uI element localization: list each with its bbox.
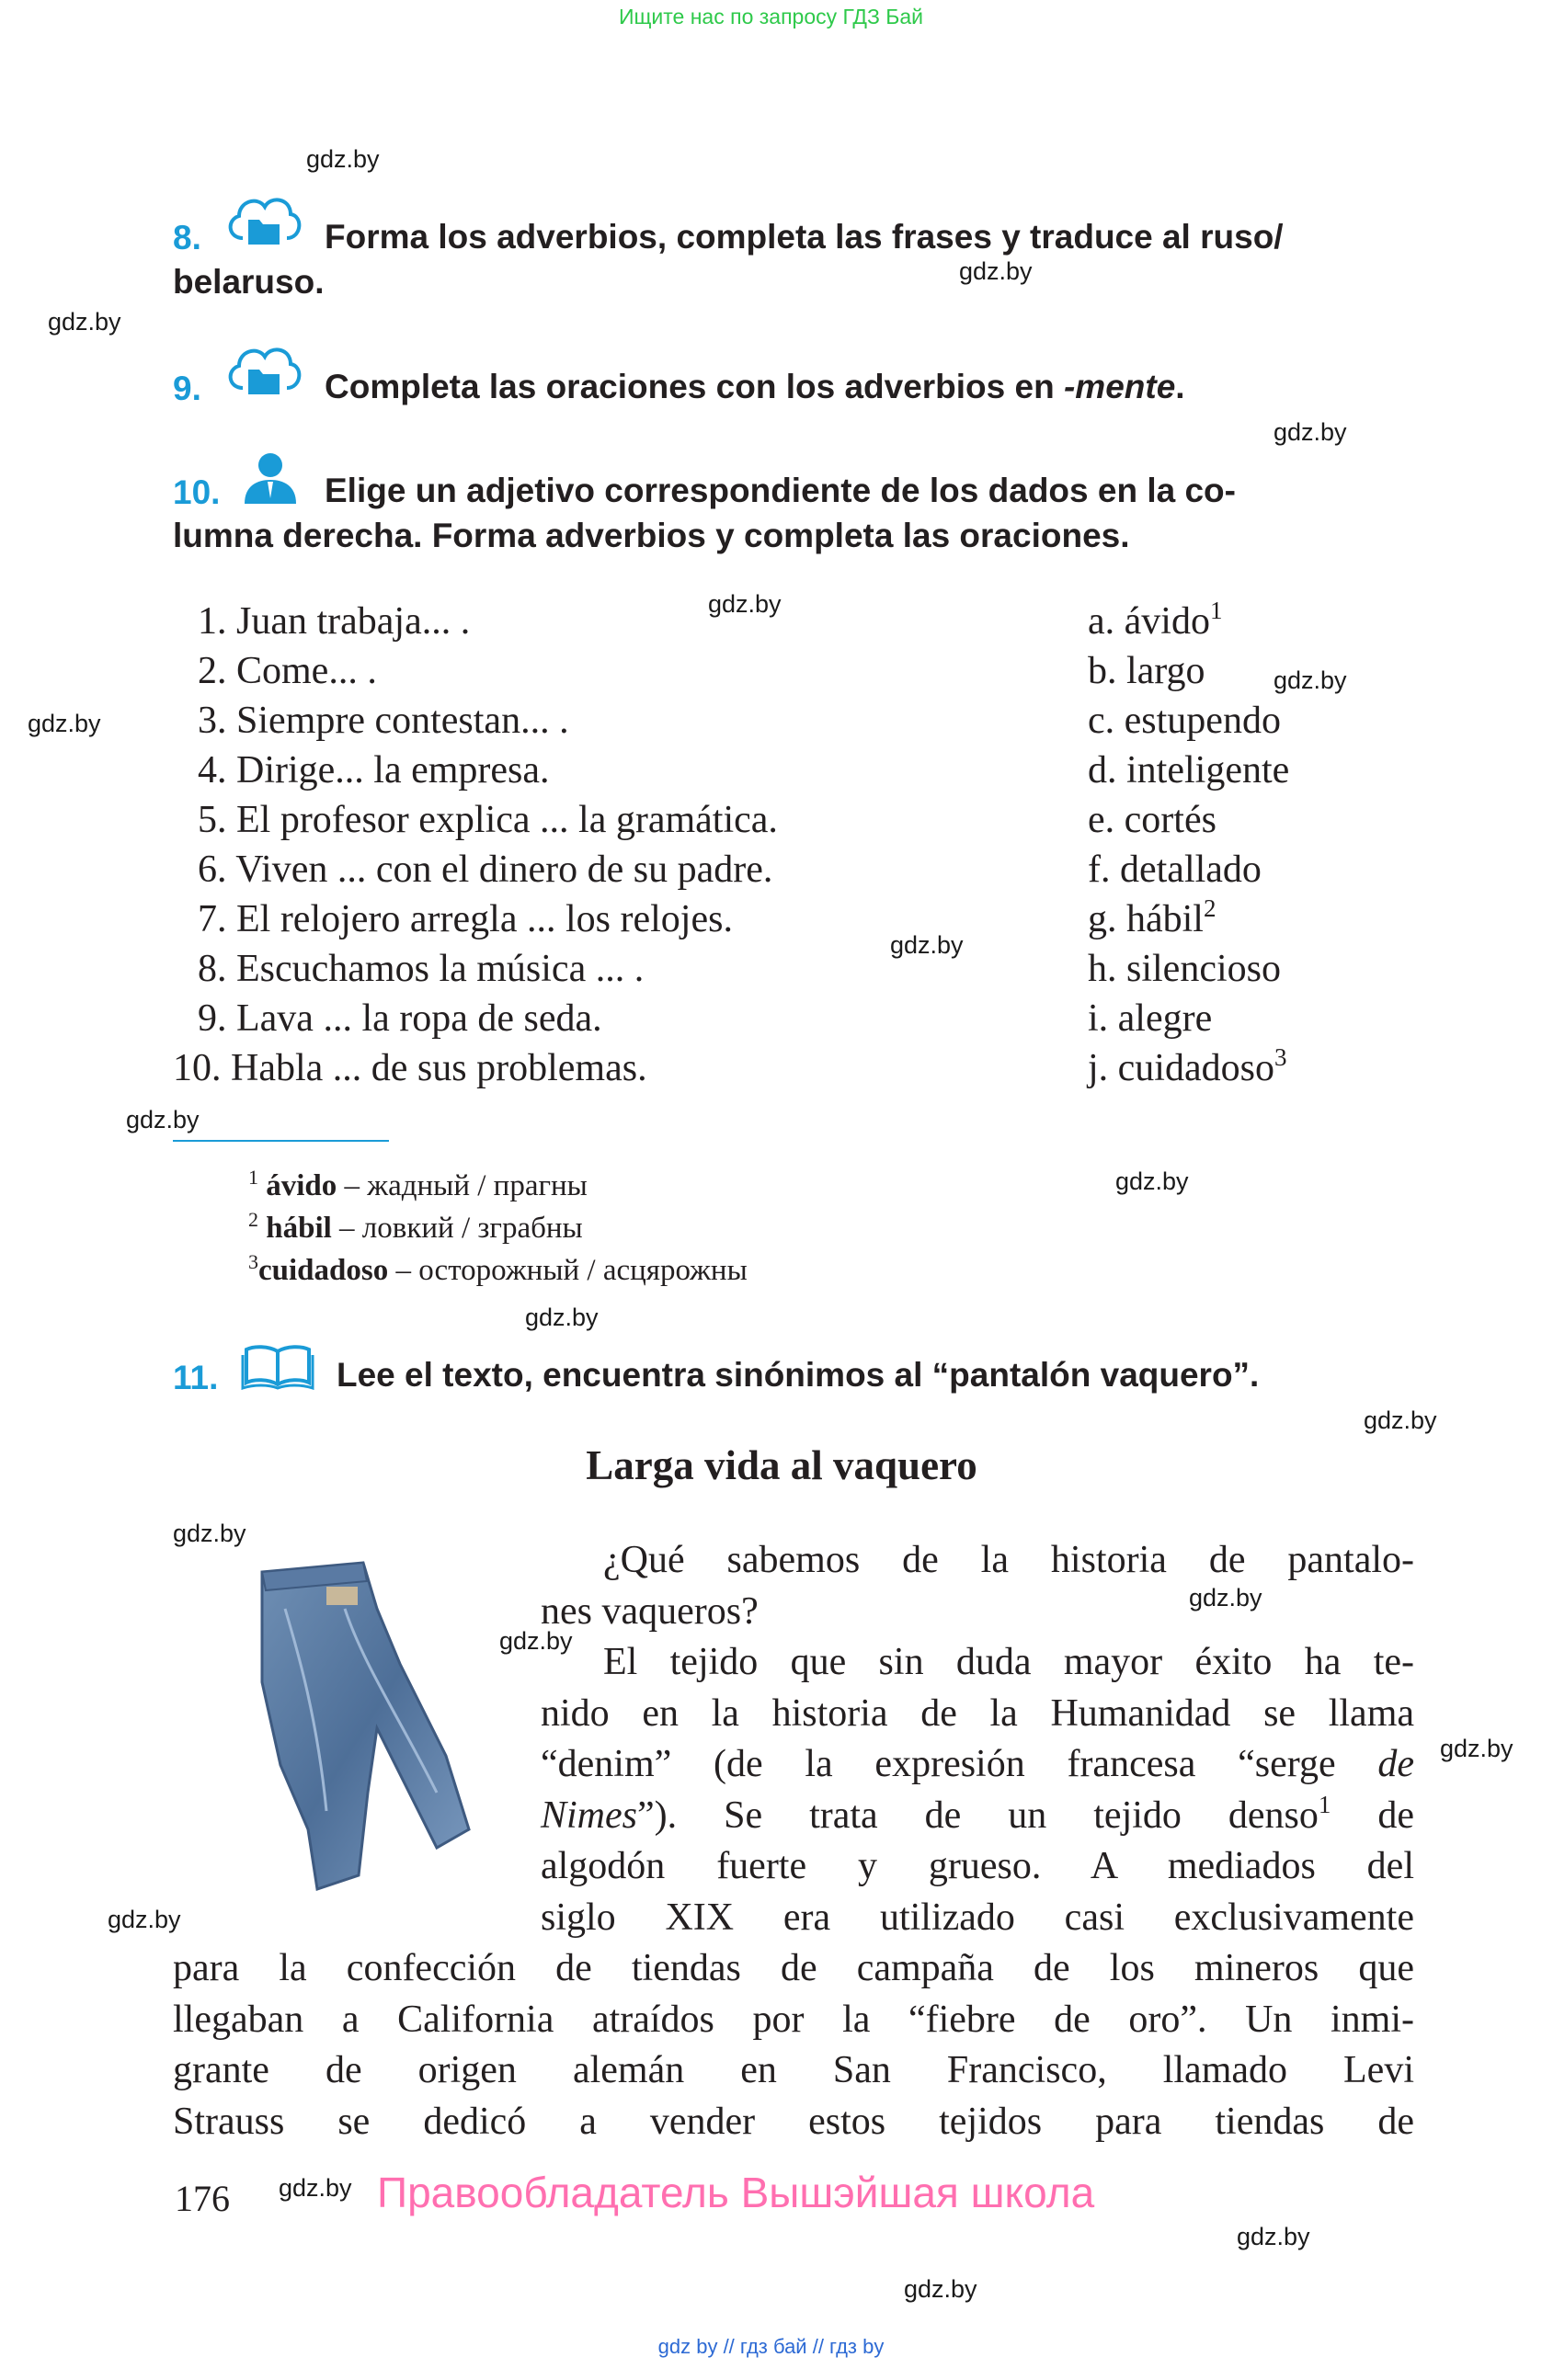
task-11-text: Lee el texto, encuentra sinónimos al “pantalón vaquero”. xyxy=(337,1356,1260,1394)
adjective-text: i. alegre xyxy=(1088,997,1213,1040)
adjective-sup: 1 xyxy=(1209,597,1223,624)
reading-line: Strauss se dedicó a vender estos tejidos para tiendas de xyxy=(173,2100,1414,2143)
footnote-word: cuidadoso xyxy=(258,1254,389,1287)
task-10-text-line1: Elige un adjetivo correspondiente de los dados en la co- xyxy=(325,472,1236,509)
reading-italic: de xyxy=(1377,1743,1414,1785)
watermark: gdz.by xyxy=(499,1627,573,1655)
adjective-sup: 3 xyxy=(1274,1043,1287,1071)
task-9-text-a: Completa las oraciones con los adverbios en xyxy=(325,368,1064,405)
adjective-c xyxy=(1088,699,1281,743)
footnote-word: ávido xyxy=(266,1169,337,1202)
sentence-9: 9. Lava ... la ropa de seda. xyxy=(198,997,602,1040)
adjective-sup: 2 xyxy=(1203,894,1216,922)
reading-line: nes vaqueros? xyxy=(541,1589,759,1633)
adjective-e xyxy=(1088,798,1216,842)
watermark: gdz.by xyxy=(306,145,380,173)
reading-line: El tejido que sin duda mayor éxito ha te- xyxy=(603,1641,1414,1683)
task-11-number: 11. xyxy=(173,1359,219,1396)
reading-lines-wrapped xyxy=(541,1535,1414,1943)
watermark: gdz.by xyxy=(48,308,121,336)
footnote-marker: 3 xyxy=(248,1250,258,1273)
task-9-text-em: -mente xyxy=(1063,368,1176,405)
sentence-4: 4. Dirige... la empresa. xyxy=(198,749,550,791)
footnote-translation: – жадный / прагны xyxy=(337,1169,588,1202)
person-icon xyxy=(241,450,300,508)
footnote-divider xyxy=(173,1140,389,1142)
task-9-text xyxy=(325,368,1185,406)
watermark: gdz.by xyxy=(1364,1406,1437,1434)
watermark: gdz.by xyxy=(904,2275,977,2303)
task-8-text-line2: belaruso. xyxy=(173,263,325,301)
sentence-3: 3. Siempre contestan... . xyxy=(198,700,569,742)
adjective-i xyxy=(1088,996,1212,1041)
copyright-holder: Правообладатель Вышэйшая школа xyxy=(377,2169,1095,2216)
task-8-text-line1: Forma los adverbios, completa las frases y traduce al ruso/ xyxy=(325,218,1284,256)
top-banner[interactable]: Ищите нас по запросу ГДЗ Бай xyxy=(618,5,924,28)
watermark: gdz.by xyxy=(1189,1584,1262,1611)
sentence-5: 5. El profesor explica ... la gramática. xyxy=(198,799,778,841)
watermark: gdz.by xyxy=(708,590,782,618)
watermark: gdz.by xyxy=(173,1520,246,1547)
reading-line: llegaban a California atraídos por la “fiebre de oro”. Un inmi- xyxy=(173,1998,1414,2041)
reading-line xyxy=(541,1791,1414,1842)
reading-italic: Nimes xyxy=(541,1794,637,1837)
task-10-number: 10. xyxy=(173,473,221,511)
footnote-marker: 1 xyxy=(248,1166,258,1189)
reading-line: algodón fuerte y grueso. A mediados del xyxy=(541,1845,1414,1887)
footnote-1 xyxy=(248,1166,588,1203)
reading-line: ¿Qué sabemos de la historia de pantalo- xyxy=(603,1539,1414,1581)
task-8-number: 8. xyxy=(173,219,201,256)
watermark: gdz.by xyxy=(28,710,101,737)
adjective-text: h. silencioso xyxy=(1088,948,1281,990)
adjective-text: c. estupendo xyxy=(1088,700,1281,742)
bottom-links[interactable]: gdz by // гдз бай // гдз by xyxy=(657,2335,885,2358)
cloud-folder-icon xyxy=(223,188,303,252)
reading-lines-full xyxy=(173,1943,1414,2147)
adjective-b xyxy=(1088,649,1205,693)
reading-fragment: de xyxy=(1331,1794,1414,1837)
footnote-2 xyxy=(248,1208,583,1246)
footnote-marker: 2 xyxy=(248,1208,258,1231)
reading-title: Larga vida al vaquero xyxy=(586,1442,977,1488)
reading-fragment: ”). Se trata de un tejido denso xyxy=(637,1794,1319,1837)
open-book-icon xyxy=(241,1342,314,1395)
adjective-f xyxy=(1088,848,1262,892)
watermark: gdz.by xyxy=(1274,418,1347,446)
reading-sup: 1 xyxy=(1318,1790,1331,1818)
sentence-1: 1. Juan trabaja... . xyxy=(198,600,471,643)
adjective-text: b. largo xyxy=(1088,650,1205,692)
footnote-translation: – осторожный / асцярожны xyxy=(388,1254,748,1287)
adjective-j xyxy=(1088,1043,1287,1090)
watermark: gdz.by xyxy=(525,1304,599,1331)
reading-line xyxy=(541,1739,1414,1791)
adjective-text: a. ávido xyxy=(1088,600,1210,643)
adjective-h xyxy=(1088,947,1281,991)
adjective-text: f. detallado xyxy=(1088,848,1262,891)
sentence-7: 7. El relojero arregla ... los relojes. xyxy=(198,898,733,940)
watermark: gdz.by xyxy=(1115,1167,1189,1195)
page-number: 176 xyxy=(175,2178,230,2219)
sentence-6: 6. Viven ... con el dinero de su padre. xyxy=(198,848,773,891)
footnote-translation: – ловкий / зграбны xyxy=(331,1212,583,1245)
adjective-text: g. hábil xyxy=(1088,898,1204,940)
adjective-a xyxy=(1088,599,1222,643)
cloud-folder-icon xyxy=(223,338,303,402)
watermark: gdz.by xyxy=(1237,2223,1310,2250)
watermark: gdz.by xyxy=(279,2174,352,2202)
reading-fragment: “denim” (de la expresión francesa “serge xyxy=(541,1743,1378,1785)
task-9-number: 9. xyxy=(173,370,201,407)
jeans-photo xyxy=(207,1554,483,1917)
watermark: gdz.by xyxy=(1274,666,1347,694)
reading-line: grante de origen alemán en San Francisco, llamado Levi xyxy=(173,2049,1414,2091)
footnote-3 xyxy=(248,1250,748,1288)
task-10-text-line2: lumna derecha. Forma adverbios y completa las oraciones. xyxy=(173,517,1130,554)
watermark: gdz.by xyxy=(959,257,1033,285)
reading-line: nido en la historia de la Humanidad se llama xyxy=(541,1691,1414,1735)
reading-line: para la confección de tiendas de campaña de los mineros que xyxy=(173,1947,1414,1989)
sentence-8: 8. Escuchamos la música ... . xyxy=(198,948,645,990)
reading-line: siglo XIX era utilizado casi exclusivamente xyxy=(541,1896,1414,1939)
adjective-text: e. cortés xyxy=(1088,799,1216,841)
watermark: gdz.by xyxy=(126,1106,200,1133)
sentence-10: 10. Habla ... de sus problemas. xyxy=(173,1047,647,1089)
footnote-word: hábil xyxy=(266,1212,332,1245)
adjective-d xyxy=(1088,748,1289,792)
adjective-g xyxy=(1088,894,1216,941)
watermark: gdz.by xyxy=(108,1906,181,1933)
sentence-2: 2. Come... . xyxy=(198,650,377,692)
adjective-text: d. inteligente xyxy=(1088,749,1290,791)
watermark: gdz.by xyxy=(890,931,964,959)
adjective-text: j. cuidadoso xyxy=(1088,1047,1274,1089)
watermark: gdz.by xyxy=(1440,1735,1513,1762)
task-9-text-b: . xyxy=(1175,368,1185,405)
